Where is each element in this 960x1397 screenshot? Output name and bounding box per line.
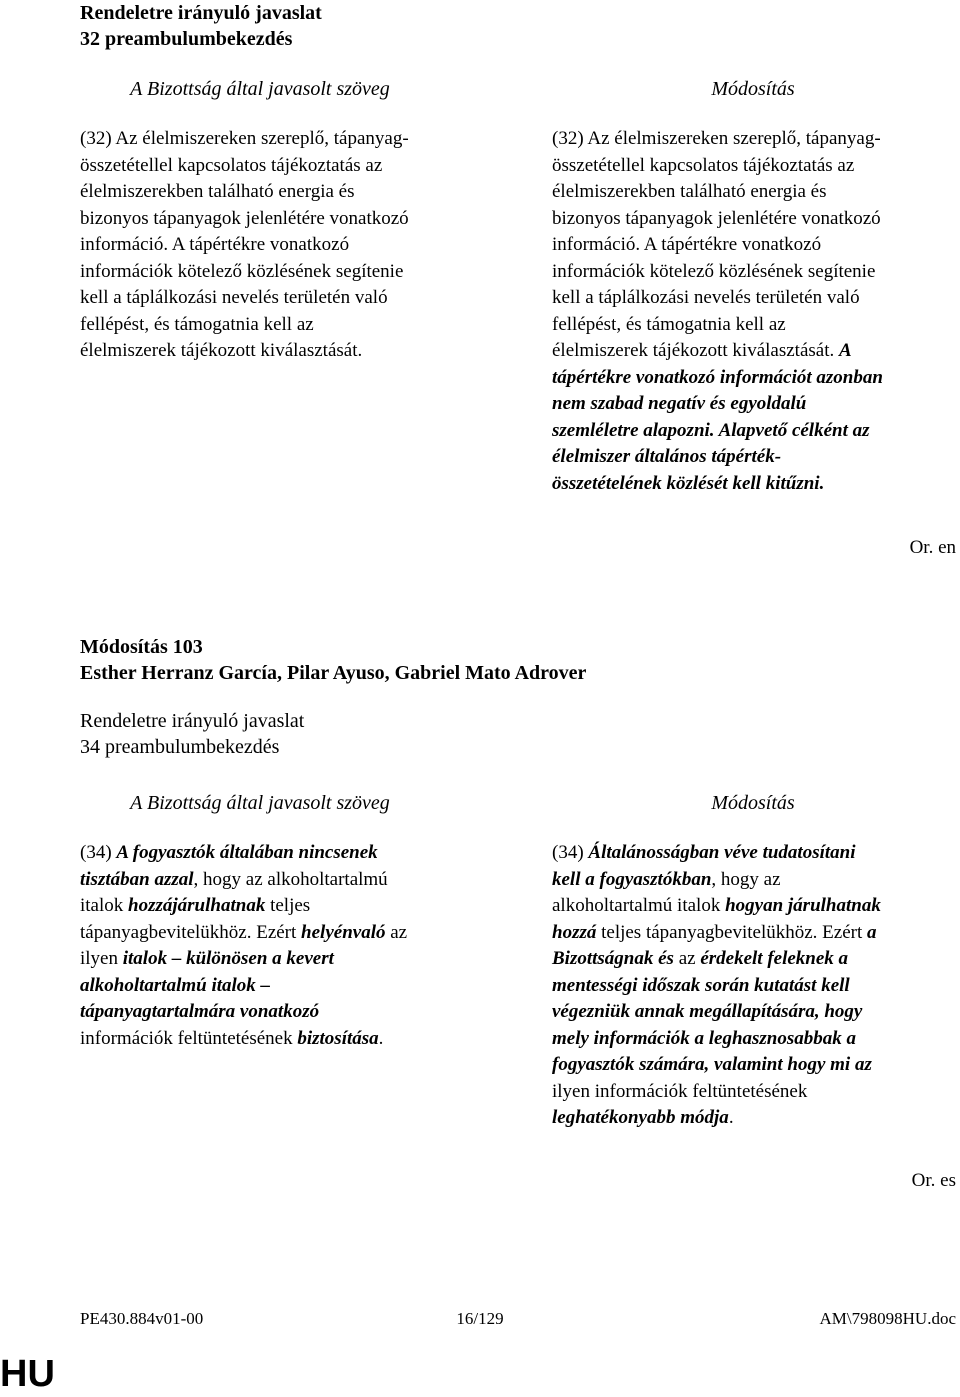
- text-line: információk kötelező közlésének segítenie: [80, 260, 404, 282]
- commission-text-paragraph: [80, 126, 480, 365]
- amendment-text-paragraph: [552, 840, 952, 1132]
- deleted-text-line: alkoholtartalmú italok –: [80, 974, 271, 996]
- text-line: [552, 867, 952, 894]
- added-text-line: összetételének közlését kell kitűzni.: [552, 472, 825, 494]
- language-code: HU: [0, 1353, 55, 1395]
- text-segment: (34): [552, 842, 589, 863]
- added-text: érdekelt feleknek a: [700, 948, 849, 969]
- commission-text-header: A Bizottság által javasolt szöveg: [130, 792, 390, 814]
- text-line: összetétellel kapcsolatos tájékoztatás az: [552, 154, 855, 176]
- text-line: fellépést, és támogatnia kell az: [80, 313, 314, 335]
- text-line: összetétellel kapcsolatos tájékoztatás az: [80, 154, 383, 176]
- original-language: Or. en: [909, 537, 956, 558]
- text-line: kell a táplálkozási nevelés területén való: [552, 287, 860, 308]
- amendment-number: Módosítás 103: [80, 636, 203, 658]
- deleted-text: tisztában azzal: [80, 868, 194, 890]
- text-line: [552, 338, 952, 365]
- added-text: A: [839, 340, 852, 361]
- text-segment: , hogy az: [711, 868, 781, 890]
- text-segment: , hogy az alkoholtartalmú: [193, 868, 388, 890]
- text-line: [80, 840, 480, 867]
- text-segment: .: [728, 1107, 734, 1128]
- text-line: bizonyos tápanyagok jelenlétére vonatkozó: [552, 207, 881, 229]
- proposal-heading-line1: Rendeletre irányuló javaslat: [80, 710, 305, 732]
- text-line: [80, 946, 480, 973]
- added-text-line: végezniük annak megállapítására, hogy: [552, 1001, 863, 1022]
- added-text: leghatékonyabb módja: [552, 1107, 729, 1128]
- text-line: fellépést, és támogatnia kell az: [552, 313, 786, 335]
- commission-text-header: A Bizottság által javasolt szöveg: [130, 78, 390, 100]
- text-line: [552, 840, 952, 867]
- text-segment: teljes tápanyagbevitelükhöz. Ezért: [596, 921, 867, 943]
- deleted-text: biztosítása: [297, 1027, 379, 1049]
- text-line: [552, 893, 952, 920]
- deleted-text: helyénvaló: [301, 921, 386, 943]
- amendment-title-block: [80, 634, 586, 686]
- text-segment: ilyen: [80, 948, 123, 969]
- added-text: kell a fogyasztókban: [552, 868, 712, 890]
- amendment-header: Módosítás: [711, 792, 795, 814]
- text-line: kell a táplálkozási nevelés területén való: [80, 287, 388, 308]
- text-segment: teljes: [265, 895, 311, 916]
- text-line: [80, 893, 480, 920]
- added-text-line: fogyasztók számára, valamint hogy mi az: [552, 1054, 872, 1075]
- original-language: Or. es: [911, 1170, 956, 1191]
- deleted-text-line: tápanyagtartalmára vonatkozó: [80, 1001, 320, 1022]
- text-line: [80, 920, 480, 947]
- text-line: bizonyos tápanyagok jelenlétére vonatkozó: [80, 207, 409, 229]
- added-text-line: élelmiszer általános tápérték-: [552, 446, 782, 467]
- deleted-text: hozzájárulhatnak: [128, 895, 266, 916]
- text-segment: az: [385, 921, 408, 943]
- added-text: Bizottságnak és: [552, 948, 674, 969]
- text-segment: az: [673, 948, 701, 969]
- text-line: (32) Az élelmiszereken szereplő, tápanyag-: [552, 128, 881, 149]
- text-segment: információk feltüntetésének: [80, 1027, 298, 1049]
- added-text-line: szemléletre alapozni. Alapvető célként az: [552, 419, 870, 441]
- amendment-header: Módosítás: [711, 78, 795, 100]
- added-text-line: nem szabad negatív és egyoldalú: [552, 393, 807, 414]
- text-line: élelmiszerekben található energia és: [80, 181, 355, 202]
- text-line: információ. A tápértékre vonatkozó: [80, 234, 350, 255]
- footer-document-ref: PE430.884v01-00: [80, 1309, 204, 1328]
- footer-file-name: AM\798098HU.doc: [819, 1309, 956, 1328]
- recital-number: 34 preambulumbekezdés: [80, 736, 280, 758]
- text-segment: alkoholtartalmú italok: [552, 895, 726, 916]
- footer-page-number: 16/129: [456, 1309, 504, 1328]
- text-line: információk kötelező közlésének segítenie: [552, 260, 876, 282]
- added-text-line: tápértékre vonatkozó információt azonban: [552, 366, 883, 388]
- text-segment: tápanyagbevitelükhöz. Ezért: [80, 921, 302, 943]
- proposal-heading-line1: Rendeletre irányuló javaslat: [80, 2, 322, 24]
- text-line: ilyen információk feltüntetésének: [552, 1080, 808, 1102]
- text-line: (32) Az élelmiszereken szereplő, tápanyag-: [80, 128, 409, 149]
- text-line: [80, 1026, 480, 1053]
- text-line: élelmiszerekben található energia és: [552, 181, 827, 202]
- text-line: információ. A tápértékre vonatkozó: [552, 234, 822, 255]
- added-text: a: [867, 921, 877, 943]
- text-line: élelmiszerek tájékozott kiválasztását.: [80, 340, 363, 361]
- added-text: hogyan járulhatnak: [725, 895, 881, 916]
- text-line: [80, 867, 480, 894]
- added-text-line: mentességi időszak során kutatást kell: [552, 974, 850, 996]
- proposal-heading: [80, 708, 304, 760]
- added-text: hozzá: [552, 921, 597, 943]
- text-segment: (34): [80, 842, 117, 863]
- proposal-heading: [80, 0, 322, 52]
- commission-text-paragraph: [80, 840, 480, 1052]
- added-text: Általánosságban véve tudatosítani: [588, 842, 856, 863]
- amendment-authors: Esther Herranz García, Pilar Ayuso, Gabriel Mato Adrover: [80, 662, 587, 684]
- text-line: [552, 920, 952, 947]
- text-line: [552, 946, 952, 973]
- text-segment: élelmiszerek tájékozott kiválasztását.: [552, 340, 839, 361]
- recital-number: 32 preambulumbekezdés: [80, 28, 293, 50]
- deleted-text: italok – különösen a kevert: [122, 948, 334, 969]
- text-line: [552, 1105, 952, 1132]
- text-segment: italok: [80, 895, 129, 916]
- added-text-line: mely információk a leghasznosabbak a: [552, 1027, 857, 1049]
- amendment-text-paragraph: [552, 126, 952, 497]
- text-segment: .: [378, 1027, 384, 1049]
- deleted-text: A fogyasztók általában nincsenek: [116, 842, 378, 863]
